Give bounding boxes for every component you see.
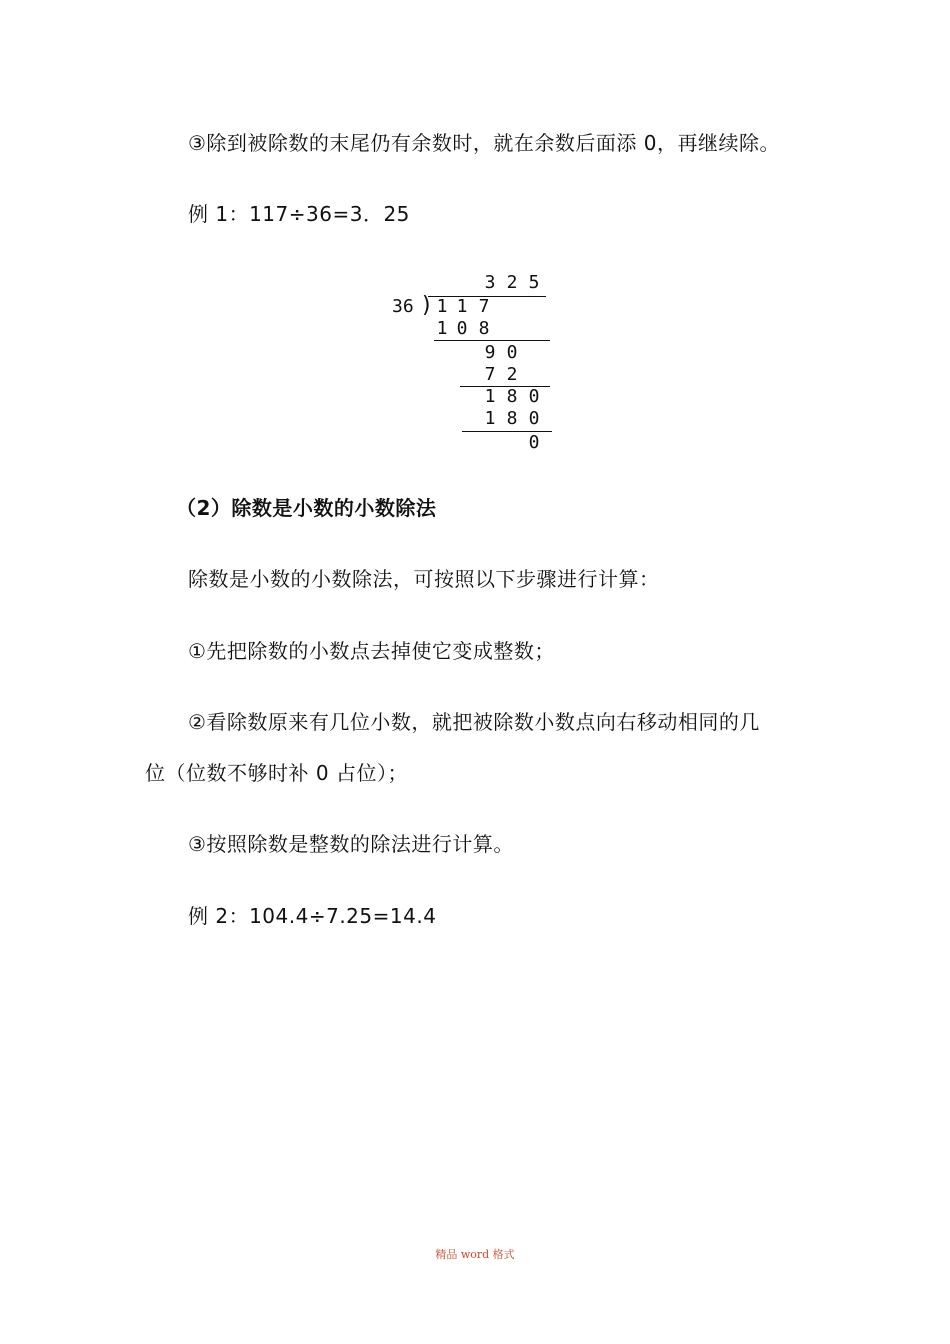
intro-text: 除数是小数的小数除法，可按照以下步骤进行计算： bbox=[188, 567, 660, 591]
work-digit: 1 bbox=[484, 386, 496, 407]
work-digit: 0 bbox=[528, 408, 540, 429]
step-2-text: ②看除数原来有几位小数，就把被除数小数点向右移动相同的几 bbox=[188, 710, 760, 734]
work-digit: 9 bbox=[484, 342, 496, 363]
section-heading: （2）除数是小数的小数除法 bbox=[176, 496, 437, 520]
step-1-text: ①先把除数的小数点去掉使它变成整数； bbox=[188, 639, 555, 663]
dividend-digit: 1 bbox=[436, 296, 448, 317]
example-2-text: 例 2：104.4÷7.25=14.4 bbox=[188, 904, 437, 928]
work-digit: 8 bbox=[506, 386, 518, 407]
quotient-digit: 2 bbox=[506, 272, 518, 293]
work-digit: 1 bbox=[436, 318, 448, 339]
quotient-digit: 3 bbox=[484, 272, 496, 293]
dividend-digit: 1 bbox=[456, 296, 468, 317]
work-digit: 2 bbox=[506, 364, 518, 385]
step-3-text: ③按照除数是整数的除法进行计算。 bbox=[188, 832, 514, 856]
step-2-continuation: 位（位数不够时补 0 占位）； bbox=[145, 761, 408, 785]
work-digit: 7 bbox=[484, 364, 496, 385]
rule-3-text: ③除到被除数的末尾仍有余数时，就在余数后面添 0，再继续除。 bbox=[188, 131, 781, 155]
work-digit: 0 bbox=[528, 386, 540, 407]
long-division bbox=[380, 268, 560, 458]
quotient-digit: 5 bbox=[528, 272, 540, 293]
work-digit: 0 bbox=[506, 342, 518, 363]
work-digit: 1 bbox=[484, 408, 496, 429]
divisor: 36 bbox=[392, 296, 414, 317]
work-rule bbox=[434, 340, 550, 341]
work-digit: 8 bbox=[478, 318, 490, 339]
example-1-text: 例 1：117÷36=3．25 bbox=[188, 202, 410, 226]
work-digit: 0 bbox=[456, 318, 468, 339]
footer-watermark: 精品 word 格式 bbox=[435, 1248, 515, 1261]
dividend-digit: 7 bbox=[478, 296, 490, 317]
work-digit: 8 bbox=[506, 408, 518, 429]
remainder-digit: 0 bbox=[528, 432, 540, 453]
division-bracket: ) bbox=[420, 293, 434, 318]
